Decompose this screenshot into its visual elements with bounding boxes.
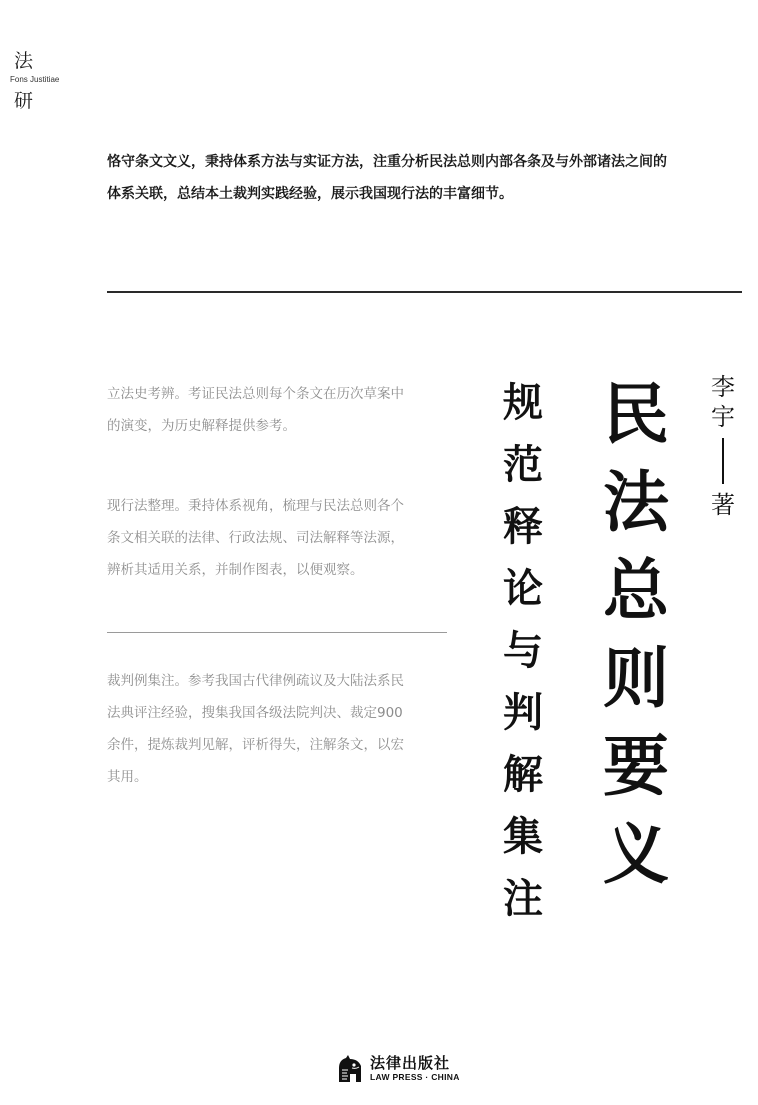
publisher-name-cn: 法律出版社 <box>370 1054 451 1072</box>
series-logo-char-top: 法 <box>14 50 34 72</box>
book-subtitle: 规范释论与判解集注 <box>503 379 543 922</box>
feature-line: 的演变，为历史解释提供参考。 <box>107 418 296 434</box>
blurb-line-2: 体系关联，总结本土裁判实践经验，展示我国现行法的丰富细节。 <box>107 186 513 202</box>
publisher-mark <box>336 1052 460 1086</box>
cover-blurb <box>107 146 742 210</box>
feature-line: 立法史考辨。考证民法总则每个条文在历次草案中 <box>107 386 404 402</box>
series-logo-latin: Fons Justitiae <box>10 75 60 84</box>
feature-line: 现行法整理。秉持体系视角，梳理与民法总则各个 <box>107 498 404 514</box>
feature-line: 其用。 <box>107 769 148 785</box>
feature-divider <box>107 632 447 633</box>
feature-line: 裁判例集注。参考我国古代律例疏议及大陆法系民 <box>107 673 404 689</box>
feature-legislative-history <box>107 378 452 442</box>
feature-line: 辨析其适用关系，并制作图表，以便观察。 <box>107 562 364 578</box>
author-name-char-2: 宇 <box>711 403 735 431</box>
author-name-char-1: 李 <box>711 373 735 401</box>
blurb-line-1: 恪守条文文义，秉持体系方法与实证方法，注重分析民法总则内部各条及与外部诸法之间的 <box>107 154 667 170</box>
author-block <box>703 372 743 520</box>
feature-case-annotations <box>107 665 452 793</box>
author-dash <box>722 438 724 484</box>
series-logo-char-bottom: 研 <box>14 90 34 112</box>
author-role: 著 <box>711 491 735 519</box>
feature-current-law <box>107 490 452 586</box>
main-divider <box>107 291 742 293</box>
feature-line: 法典评注经验，搜集我国各级法院判决、裁定900 <box>107 705 403 721</box>
publisher-name-en: LAW PRESS · CHINA <box>370 1072 460 1082</box>
xiezhi-emblem-icon <box>336 1054 364 1084</box>
feature-line: 条文相关联的法律、行政法规、司法解释等法源， <box>107 530 404 546</box>
series-logo <box>10 52 70 111</box>
book-title: 民法总则要义 <box>603 375 669 893</box>
feature-line: 余件，提炼裁判见解，评析得失，注解条文，以宏 <box>107 737 404 753</box>
